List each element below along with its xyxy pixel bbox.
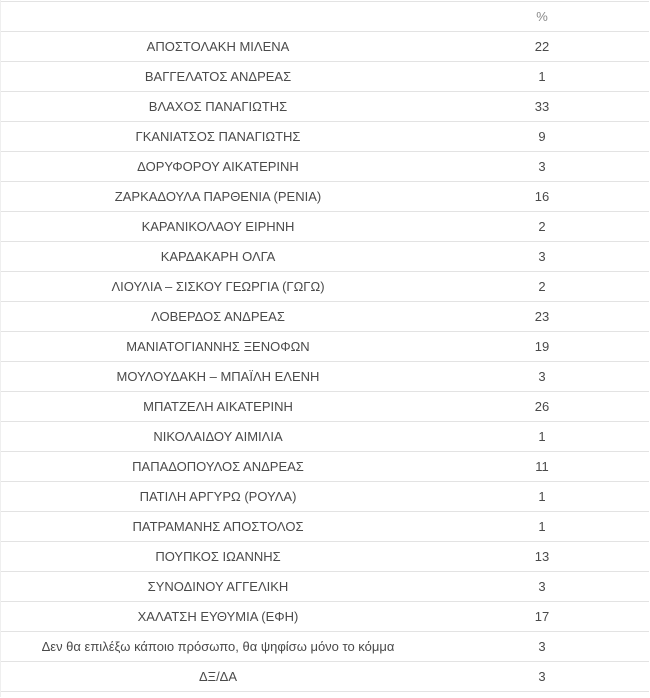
row-percent: 33 [435, 92, 649, 122]
table-row [1, 242, 649, 272]
table-row [1, 632, 649, 662]
table-row [1, 662, 649, 692]
row-name: ΔΟΡΥΦΟΡΟΥ ΑΙΚΑΤΕΡΙΝΗ [1, 152, 435, 182]
table-row [1, 62, 649, 92]
table-row [1, 602, 649, 632]
row-percent: 11 [435, 452, 649, 482]
row-percent: 1 [435, 422, 649, 452]
row-percent: 2 [435, 212, 649, 242]
table-row [1, 512, 649, 542]
row-percent: 26 [435, 392, 649, 422]
row-name: ΒΛΑΧΟΣ ΠΑΝΑΓΙΩΤΗΣ [1, 92, 435, 122]
table-body [1, 32, 649, 692]
row-percent: 2 [435, 272, 649, 302]
results-table-container [1, 1, 649, 692]
row-percent: 22 [435, 32, 649, 62]
table-row [1, 482, 649, 512]
table-row [1, 32, 649, 62]
row-percent: 1 [435, 62, 649, 92]
row-name: ΑΠΟΣΤΟΛΑΚΗ ΜΙΛΕΝΑ [1, 32, 435, 62]
row-name: ΠΑΠΑΔΟΠΟΥΛΟΣ ΑΝΔΡΕΑΣ [1, 452, 435, 482]
table-row [1, 122, 649, 152]
row-name: ΧΑΛΑΤΣΗ ΕΥΘΥΜΙΑ (ΕΦΗ) [1, 602, 435, 632]
table-header-row [1, 2, 649, 32]
row-percent: 1 [435, 482, 649, 512]
table-row [1, 332, 649, 362]
row-name: ΠΟΥΠΚΟΣ ΙΩΑΝΝΗΣ [1, 542, 435, 572]
row-percent: 9 [435, 122, 649, 152]
table-row [1, 362, 649, 392]
row-name: ΖΑΡΚΑΔΟΥΛΑ ΠΑΡΘΕΝΙΑ (ΡΕΝΙΑ) [1, 182, 435, 212]
table-row [1, 452, 649, 482]
row-name: ΔΞ/ΔΑ [1, 662, 435, 692]
table-row [1, 152, 649, 182]
row-name: ΜΑΝΙΑΤΟΓΙΑΝΝΗΣ ΞΕΝΟΦΩΝ [1, 332, 435, 362]
table-row [1, 392, 649, 422]
row-name: ΣΥΝΟΔΙΝΟΥ ΑΓΓΕΛΙΚΗ [1, 572, 435, 602]
row-percent: 19 [435, 332, 649, 362]
row-name: ΚΑΡΑΝΙΚΟΛΑΟΥ ΕΙΡΗΝΗ [1, 212, 435, 242]
row-name: ΠΑΤΡΑΜΑΝΗΣ ΑΠΟΣΤΟΛΟΣ [1, 512, 435, 542]
row-percent: 13 [435, 542, 649, 572]
row-name: ΛΟΒΕΡΔΟΣ ΑΝΔΡΕΑΣ [1, 302, 435, 332]
table-row [1, 182, 649, 212]
row-percent: 3 [435, 662, 649, 692]
row-percent: 3 [435, 152, 649, 182]
row-percent: 3 [435, 362, 649, 392]
row-name: ΒΑΓΓΕΛΑΤΟΣ ΑΝΔΡΕΑΣ [1, 62, 435, 92]
table-row [1, 92, 649, 122]
table-row [1, 302, 649, 332]
row-percent: 1 [435, 512, 649, 542]
row-percent: 3 [435, 572, 649, 602]
header-name [1, 2, 435, 32]
row-name: ΝΙΚΟΛΑΙΔΟΥ ΑΙΜΙΛΙΑ [1, 422, 435, 452]
row-name: ΜΟΥΛΟΥΔΑΚΗ – ΜΠΑΪΛΗ ΕΛΕΝΗ [1, 362, 435, 392]
row-name: ΚΑΡΔΑΚΑΡΗ ΟΛΓΑ [1, 242, 435, 272]
table-row [1, 212, 649, 242]
table-row [1, 572, 649, 602]
row-percent: 3 [435, 632, 649, 662]
row-name: ΠΑΤΙΛΗ ΑΡΓΥΡΩ (ΡΟΥΛΑ) [1, 482, 435, 512]
table-row [1, 272, 649, 302]
results-table [1, 1, 649, 692]
row-name: Δεν θα επιλέξω κάποιο πρόσωπο, θα ψηφίσω μόνο το κόμμα [1, 632, 435, 662]
row-name: ΓΚΑΝΙΑΤΣΟΣ ΠΑΝΑΓΙΩΤΗΣ [1, 122, 435, 152]
row-percent: 23 [435, 302, 649, 332]
header-percent: % [435, 2, 649, 32]
left-border [0, 0, 1, 697]
row-name: ΛΙΟΥΛΙΑ – ΣΙΣΚΟΥ ΓΕΩΡΓΙΑ (ΓΩΓΩ) [1, 272, 435, 302]
row-percent: 17 [435, 602, 649, 632]
row-name: ΜΠΑΤΖΕΛΗ ΑΙΚΑΤΕΡΙΝΗ [1, 392, 435, 422]
row-percent: 3 [435, 242, 649, 272]
table-row [1, 422, 649, 452]
table-row [1, 542, 649, 572]
row-percent: 16 [435, 182, 649, 212]
